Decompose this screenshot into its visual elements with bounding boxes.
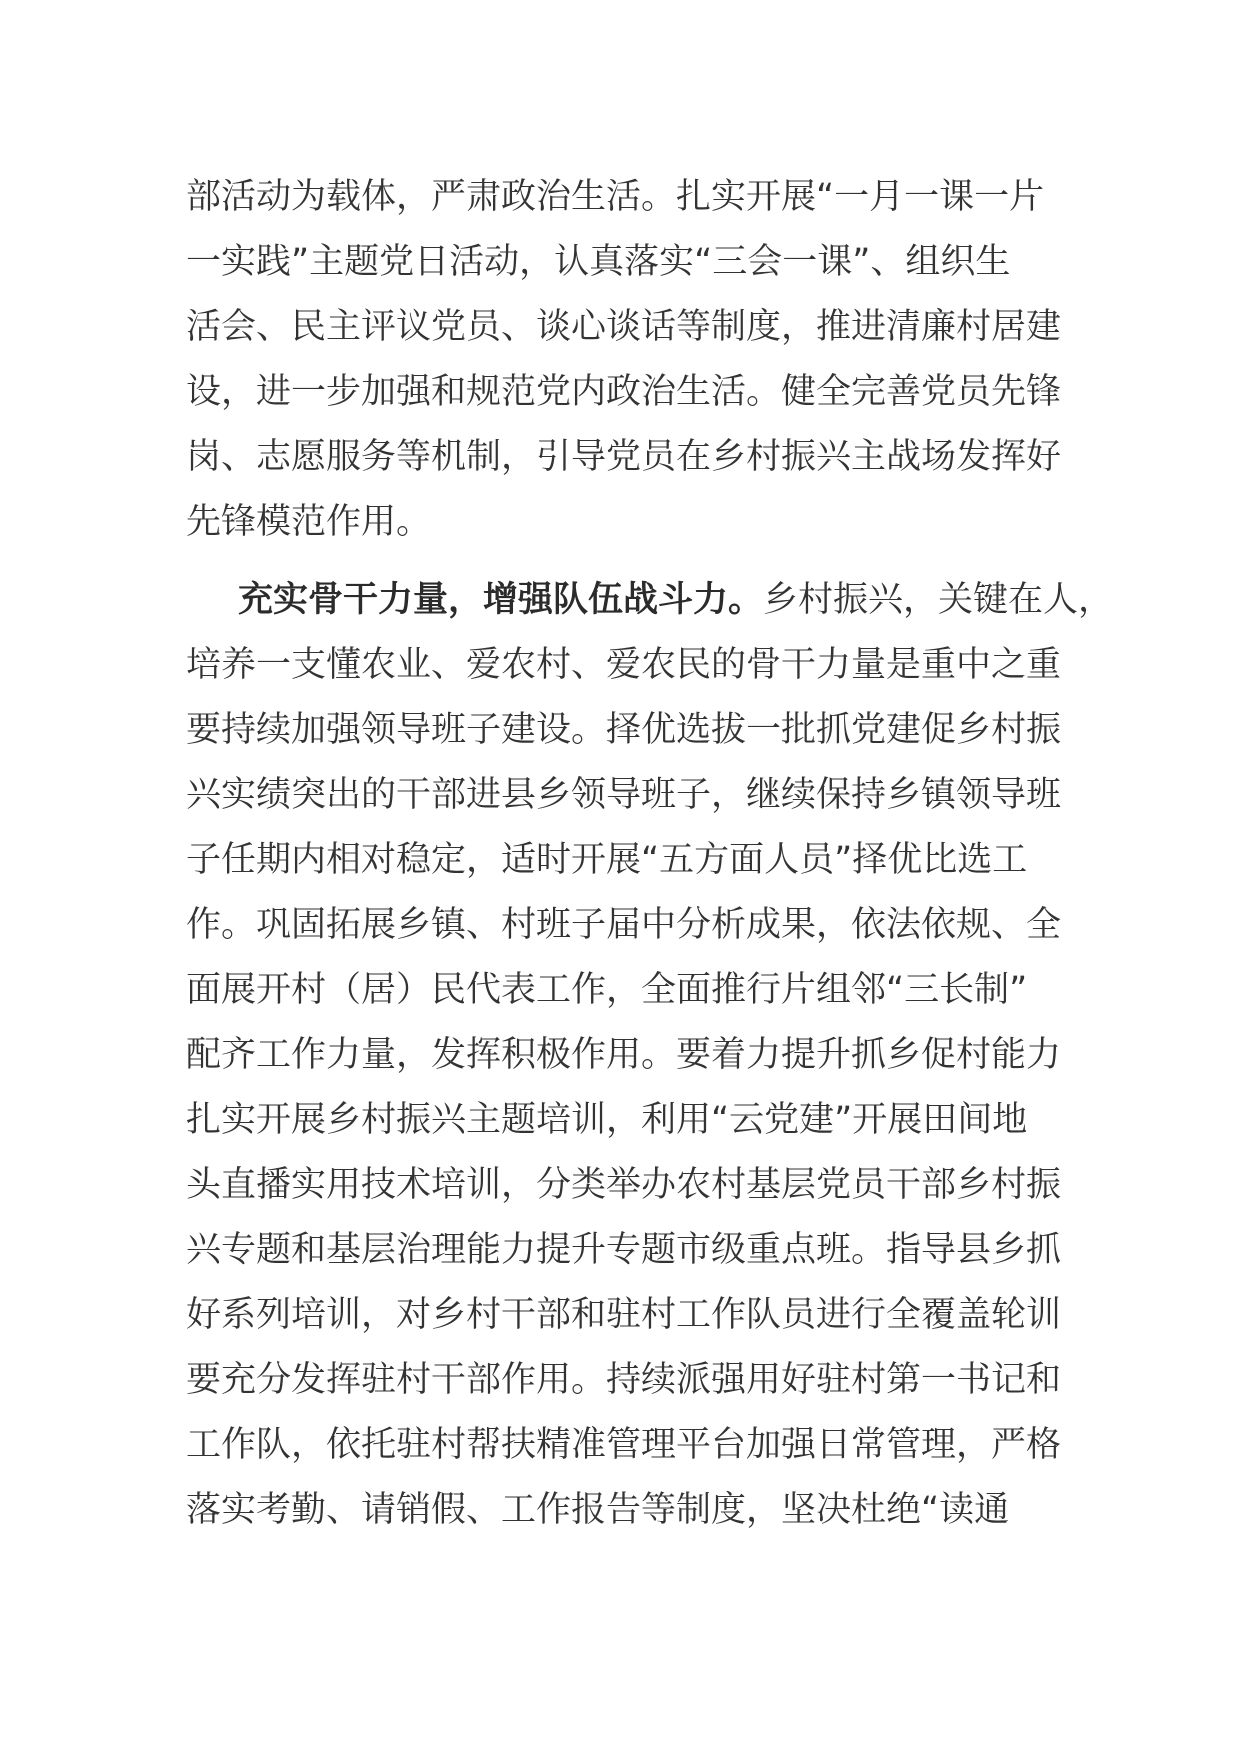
text-line: 要持续加强领导班子建设。择优选拔一批抓党建促乡村振	[186, 710, 1062, 750]
text-line: 先锋模范作用。	[186, 502, 432, 542]
paragraph-party-life	[186, 165, 1086, 555]
paragraph-heading: 充实骨干力量，增强队伍战斗力。	[238, 580, 764, 620]
text-line: 落实考勤、请销假、工作报告等制度，坚决杜绝“读通	[186, 1490, 1010, 1530]
text-line: 兴实绩突出的干部进县乡领导班子，继续保持乡镇领导班	[186, 775, 1062, 815]
text-line: 一实践”主题党日活动，认真落实“三会一课”、组织生	[186, 242, 1011, 282]
text-line: 部活动为载体，严肃政治生活。扎实开展“一月一课一片	[186, 177, 1045, 217]
text-line: 头直播实用技术培训，分类举办农村基层党员干部乡村振	[186, 1165, 1062, 1205]
text-line: 面展开村（居）民代表工作，全面推行片组邻“三长制”	[186, 970, 1028, 1010]
text-line: 岗、志愿服务等机制，引导党员在乡村振兴主战场发挥好	[186, 437, 1062, 477]
text-run: 乡村振兴，关键在人，	[763, 580, 1114, 620]
text-line: 作。巩固拓展乡镇、村班子届中分析成果，依法依规、全	[186, 905, 1062, 945]
text-line: 扎实开展乡村振兴主题培训，利用“云党建”开展田间地	[186, 1100, 1028, 1140]
text-line: 好系列培训，对乡村干部和驻村工作队员进行全覆盖轮训	[186, 1295, 1062, 1335]
text-line: 子任期内相对稳定，适时开展“五方面人员”择优比选工	[186, 840, 1028, 880]
text-line: 要充分发挥驻村干部作用。持续派强用好驻村第一书记和	[186, 1360, 1062, 1400]
text-line: 配齐工作力量，发挥积极作用。要着力提升抓乡促村能力	[186, 1035, 1062, 1075]
text-line: 培养一支懂农业、爱农村、爱农民的骨干力量是重中之重	[186, 645, 1062, 685]
text-line: 工作队，依托驻村帮扶精准管理平台加强日常管理，严格	[186, 1425, 1062, 1465]
paragraph-first-line	[186, 568, 1114, 633]
paragraph-backbone-strength	[186, 568, 1114, 1543]
text-line: 兴专题和基层治理能力提升专题市级重点班。指导县乡抓	[186, 1230, 1062, 1270]
text-line: 设，进一步加强和规范党内政治生活。健全完善党员先锋	[186, 372, 1062, 412]
text-line: 活会、民主评议党员、谈心谈话等制度，推进清廉村居建	[186, 307, 1062, 347]
